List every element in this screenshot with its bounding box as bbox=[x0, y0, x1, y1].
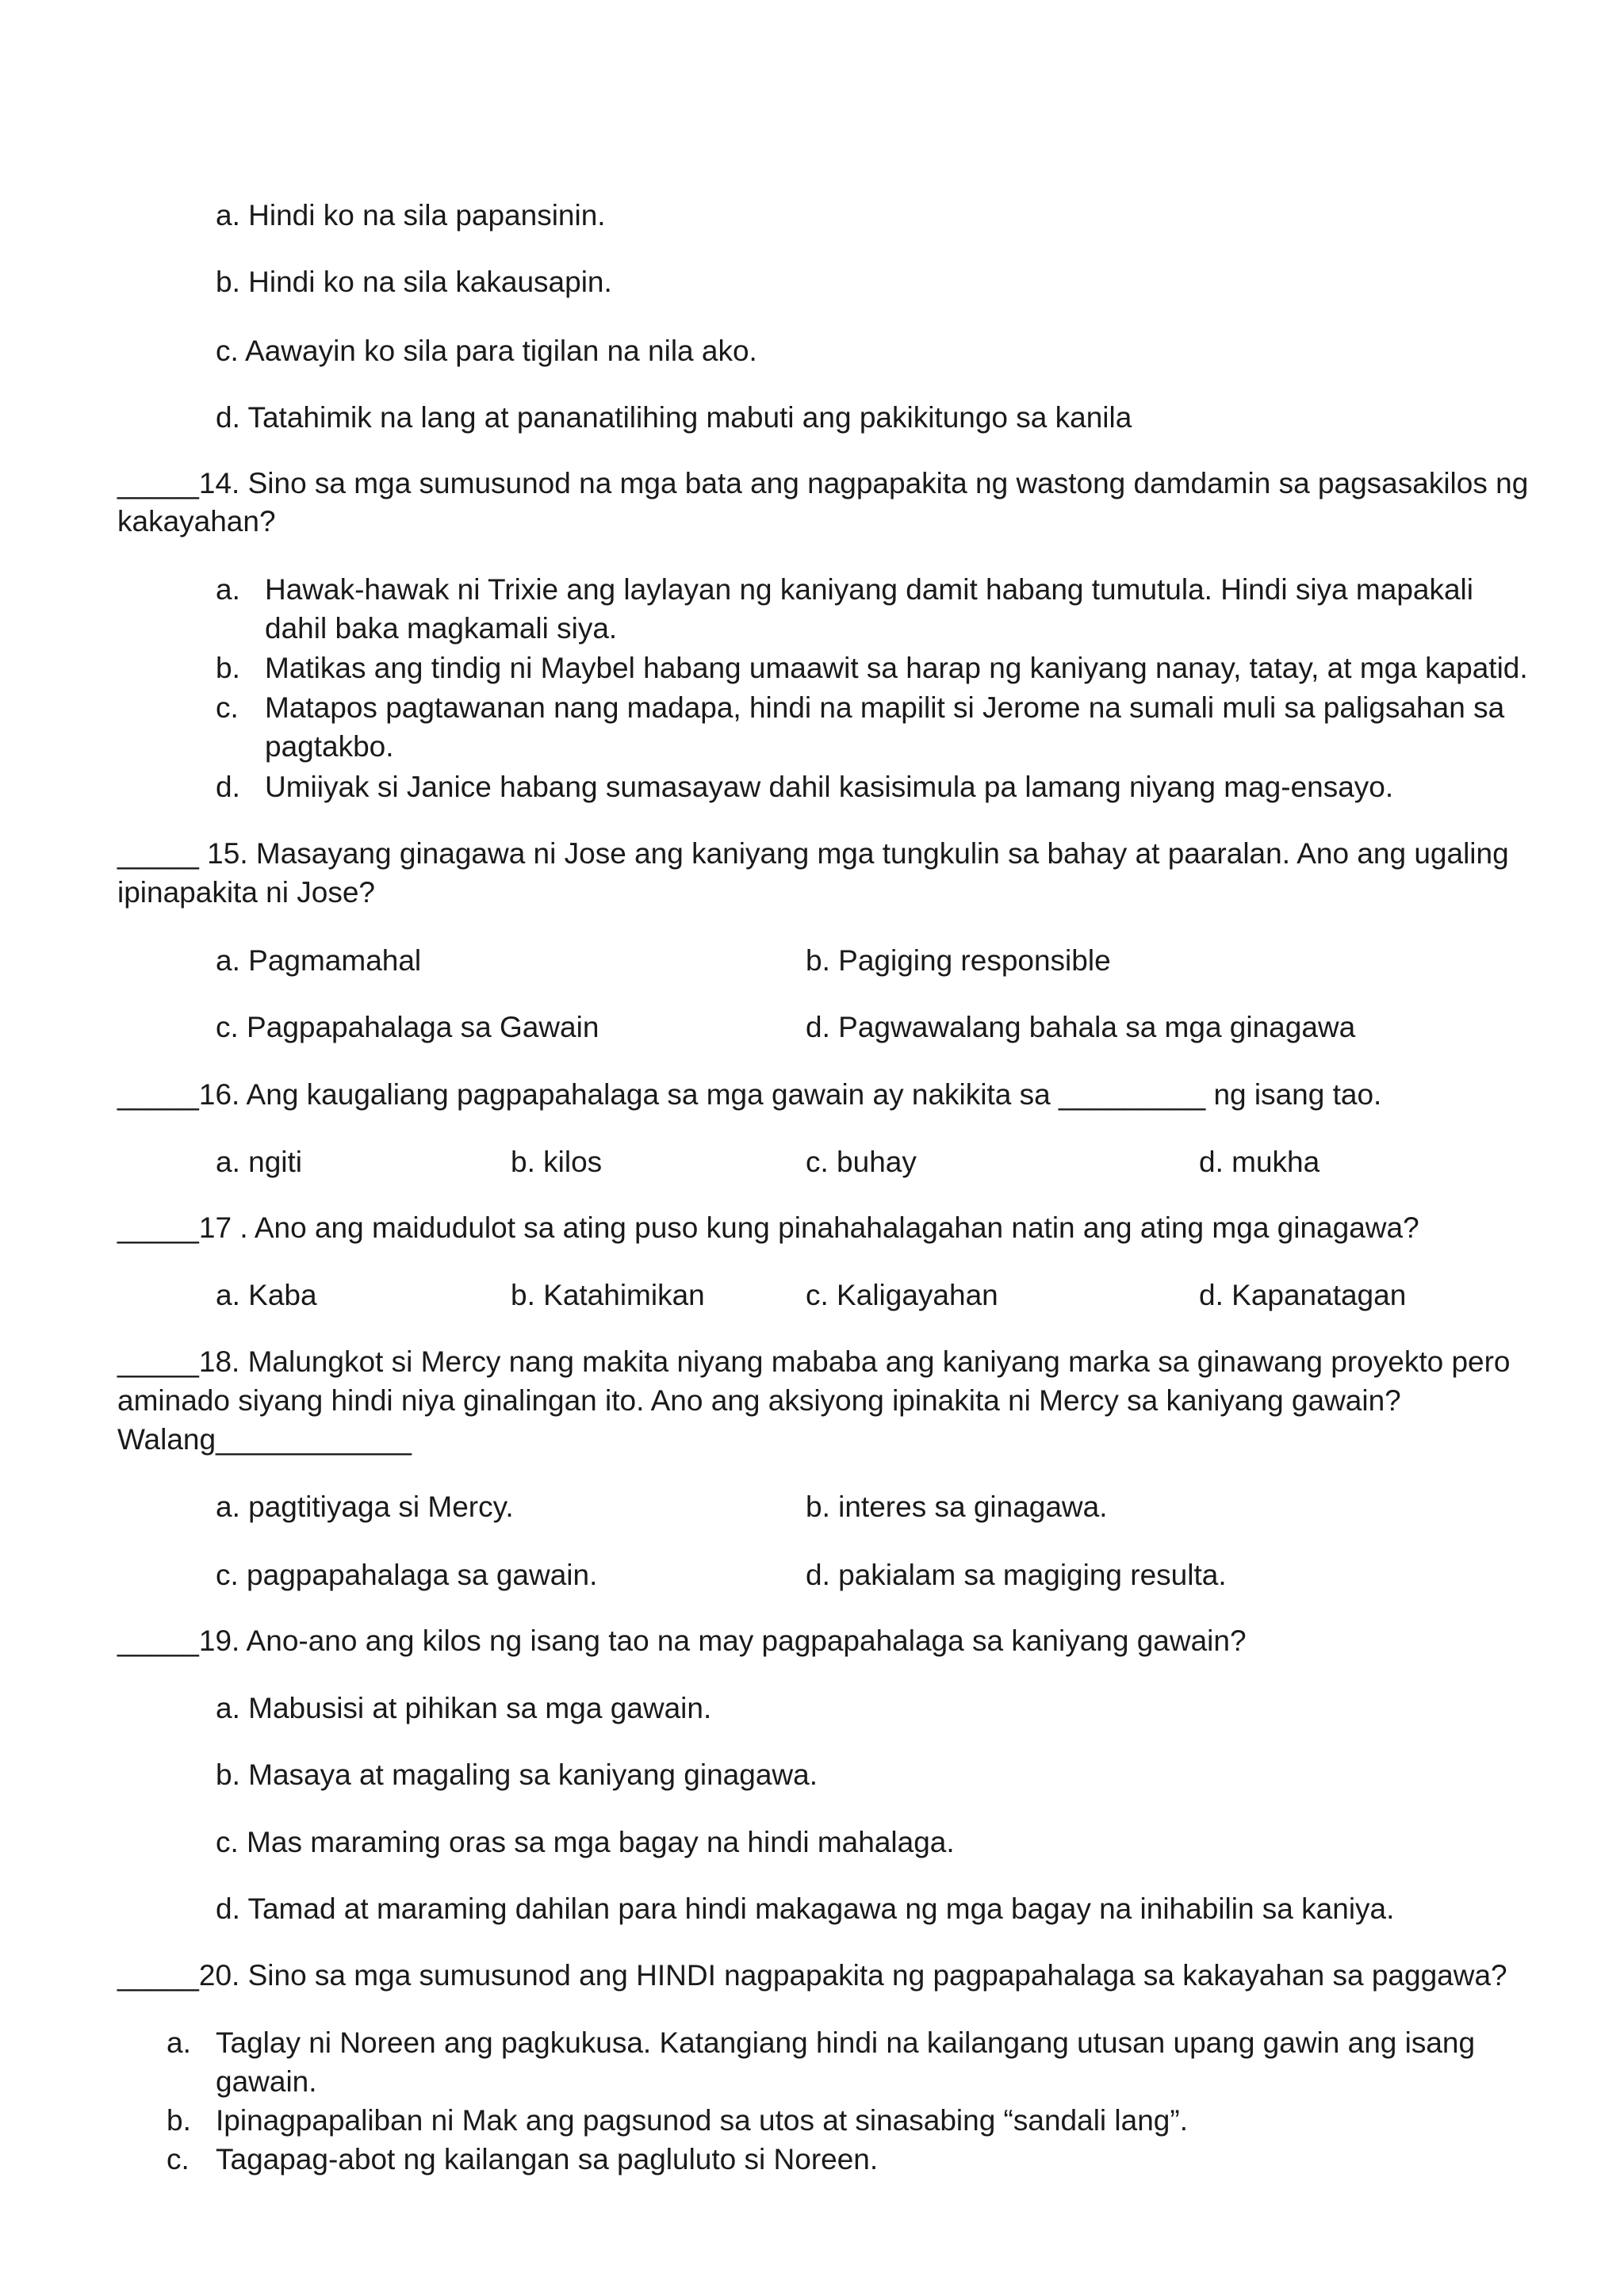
choice-17d: d. Kapanatagan bbox=[1199, 1279, 1407, 1311]
question-14-text-line1: _____14. Sino sa mga sumusunod na mga bata ang nagpapakita ng wastong damdamin sa pagsasakilos ng bbox=[117, 467, 1529, 499]
question-18-text-line2: aminado siyang hindi niya ginalingan ito. Ano ang aksiyong ipinakita ni Mercy sa kaniyang gawain? bbox=[117, 1384, 1401, 1417]
choice-14a-line1: Hawak-hawak ni Trixie ang laylayan ng kaniyang damit habang tumutula. Hindi siya mapakali bbox=[265, 573, 1473, 606]
choice-13b: b. Hindi ko na sila kakausapin. bbox=[216, 266, 612, 298]
choice-20a-letter: a. bbox=[167, 2026, 191, 2059]
question-20-text: _____20. Sino sa mga sumusunod ang HINDI nagpapakita ng pagpapahalaga sa kakayahan sa paggawa? bbox=[117, 1959, 1507, 1992]
choice-15d: d. Pagwawalang bahala sa mga ginagawa bbox=[806, 1011, 1356, 1043]
choice-17c: c. Kaligayahan bbox=[806, 1279, 998, 1311]
choice-16b: b. kilos bbox=[511, 1146, 603, 1178]
question-18-text-line3: Walang____________ bbox=[117, 1423, 412, 1456]
choice-14c-letter: c. bbox=[216, 691, 239, 724]
choice-15c: c. Pagpapahalaga sa Gawain bbox=[216, 1011, 599, 1043]
choice-16d: d. mukha bbox=[1199, 1146, 1320, 1178]
question-16-text: _____16. Ang kaugaliang pagpapahalaga sa mga gawain ay nakikita sa _________ ng isang tao. bbox=[117, 1078, 1382, 1111]
choice-14c-line2: pagtakbo. bbox=[265, 730, 394, 763]
choice-15a: a. Pagmamahal bbox=[216, 944, 422, 977]
choice-16a: a. ngiti bbox=[216, 1146, 303, 1178]
choice-17a: a. Kaba bbox=[216, 1279, 317, 1311]
choice-19b: b. Masaya at magaling sa kaniyang ginagawa. bbox=[216, 1758, 818, 1791]
choice-20a-line1: Taglay ni Noreen ang pagkukusa. Katangiang hindi na kailangang utusan upang gawin ang isang bbox=[216, 2026, 1476, 2059]
choice-20c-letter: c. bbox=[167, 2143, 190, 2175]
choice-20b-line1: Ipinagpapaliban ni Mak ang pagsunod sa utos at sinasabing “sandali lang”. bbox=[216, 2104, 1188, 2137]
choice-14d-line1: Umiiyak si Janice habang sumasayaw dahil kasisimula pa lamang niyang mag-ensayo. bbox=[265, 771, 1394, 803]
choice-13a: a. Hindi ko na sila papansinin. bbox=[216, 199, 606, 232]
question-18-text-line1: _____18. Malungkot si Mercy nang makita niyang mababa ang kaniyang marka sa ginawang proyekto pero bbox=[117, 1345, 1511, 1378]
choice-17b: b. Katahimikan bbox=[511, 1279, 705, 1311]
choice-13c: c. Aawayin ko sila para tigilan na nila ako. bbox=[216, 335, 757, 367]
choice-14b-letter: b. bbox=[216, 652, 240, 684]
choice-19a: a. Mabusisi at pihikan sa mga gawain. bbox=[216, 1692, 712, 1724]
choice-14a-letter: a. bbox=[216, 573, 240, 606]
choice-18d: d. pakialam sa magiging resulta. bbox=[806, 1559, 1227, 1591]
choice-18c: c. pagpapahalaga sa gawain. bbox=[216, 1559, 598, 1591]
choice-13d: d. Tatahimik na lang at pananatilihing mabuti ang pakikitungo sa kanila bbox=[216, 401, 1132, 434]
question-15-text-line1: _____ 15. Masayang ginagawa ni Jose ang kaniyang mga tungkulin sa bahay at paaralan. Ano ang ugaling bbox=[117, 837, 1509, 870]
question-19-text: _____19. Ano-ano ang kilos ng isang tao na may pagpapahalaga sa kaniyang gawain? bbox=[117, 1624, 1247, 1657]
choice-14b-line1: Matikas ang tindig ni Maybel habang umaawit sa harap ng kaniyang nanay, tatay, at mga kapatid. bbox=[265, 652, 1528, 684]
question-17-text: _____17 . Ano ang maidudulot sa ating puso kung pinahahalagahan natin ang ating mga ginagawa? bbox=[117, 1211, 1419, 1244]
question-14-text-line2: kakayahan? bbox=[117, 505, 276, 538]
choice-19c: c. Mas maraming oras sa mga bagay na hindi mahalaga. bbox=[216, 1826, 955, 1858]
choice-14d-letter: d. bbox=[216, 771, 240, 803]
choice-15b: b. Pagiging responsible bbox=[806, 944, 1111, 977]
choice-16c: c. buhay bbox=[806, 1146, 917, 1178]
choice-18b: b. interes sa ginagawa. bbox=[806, 1490, 1108, 1523]
choice-18a: a. pagtitiyaga si Mercy. bbox=[216, 1490, 514, 1523]
choice-19d: d. Tamad at maraming dahilan para hindi makagawa ng mga bagay na inihabilin sa kaniya. bbox=[216, 1892, 1395, 1925]
choice-14c-line1: Matapos pagtawanan nang madapa, hindi na mapilit si Jerome na sumali muli sa paligsahan sa bbox=[265, 691, 1505, 724]
choice-20b-letter: b. bbox=[167, 2104, 191, 2137]
choice-20c-line1: Tagapag-abot ng kailangan sa pagluluto si Noreen. bbox=[216, 2143, 879, 2175]
choice-20a-line2: gawain. bbox=[216, 2065, 317, 2098]
choice-14a-line2: dahil baka magkamali siya. bbox=[265, 612, 618, 645]
question-15-text-line2: ipinapakita ni Jose? bbox=[117, 876, 375, 909]
